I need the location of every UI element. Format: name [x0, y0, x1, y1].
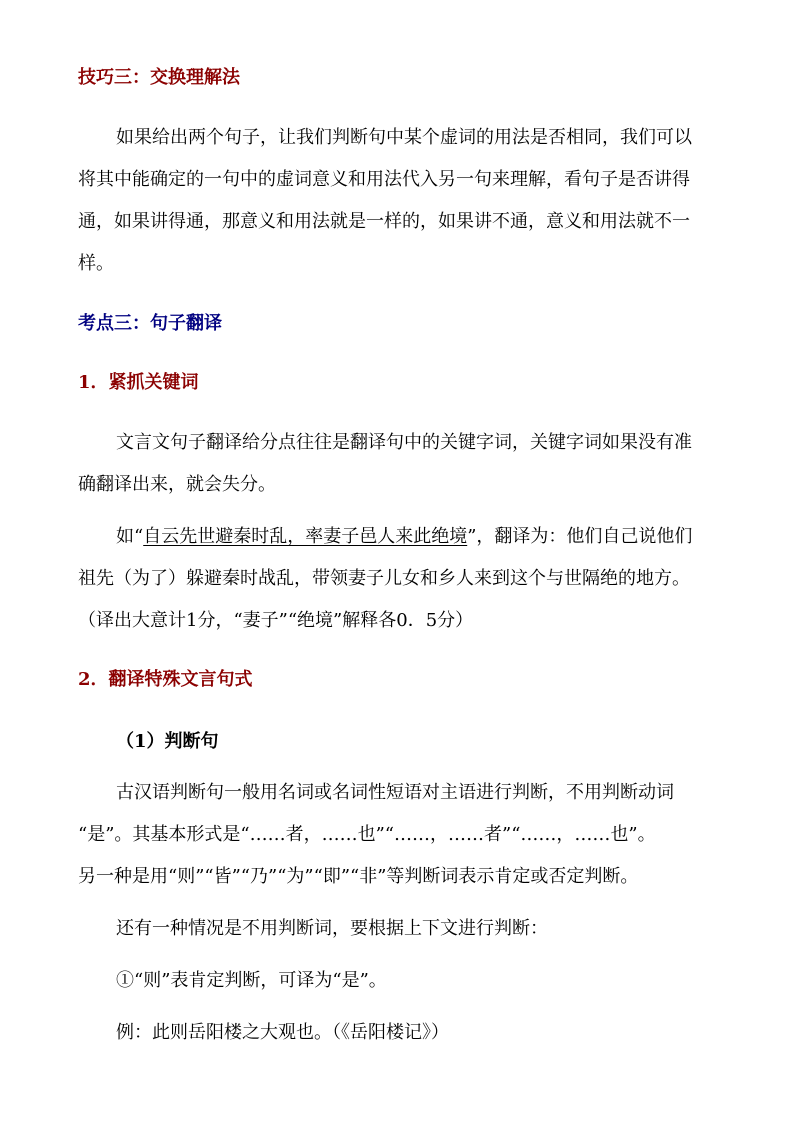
example-prefix: 如“ — [116, 526, 144, 547]
paragraph-line: “是”。其基本形式是“……者，……也”“……，……者”“……，……也”。 — [78, 824, 656, 845]
paragraph-line: 样。 — [78, 253, 114, 274]
subsection-heading-special-sentences: 2．翻译特殊文言句式 — [78, 669, 253, 690]
paragraph-line: 将其中能确定的一句中的虚词意义和用法代入另一句来理解，看句子是否讲得 — [78, 169, 690, 190]
example-quote-underlined: 自云先世避秦时乱，率妻子邑人来此绝境 — [143, 526, 468, 547]
paragraph-line: 古汉语判断句一般用名词或名词性短语对主语进行判断，不用判断动词 — [116, 782, 674, 803]
scoring-note-line: （译出大意计1分，“妻子”“绝境”解释各0．5分） — [78, 610, 474, 631]
note-line: 还有一种情况是不用判断词，要根据上下文进行判断： — [116, 918, 548, 939]
example-suffix: ”，翻译为：他们自己说他们 — [467, 526, 693, 547]
point-line: ①“则”表肯定判断，可译为“是”。 — [116, 970, 387, 991]
section-heading-technique-three: 技巧三：交换理解法 — [78, 67, 240, 88]
paragraph-line: 另一种是用“则”“皆”“乃”“为”“即”“非”等判断词表示肯定或否定判断。 — [78, 866, 639, 887]
item-heading-judgment-sentence: （1）判断句 — [116, 731, 219, 752]
paragraph-line: 通，如果讲得通，那意义和用法就是一样的，如果讲不通，意义和用法就不一 — [78, 211, 690, 232]
example-line — [116, 525, 766, 549]
section-heading-exam-point-three: 考点三：句子翻译 — [78, 313, 222, 334]
paragraph-line: 文言文句子翻译给分点往往是翻译句中的关键字词，关键字词如果没有准 — [116, 432, 692, 453]
paragraph-line: 如果给出两个句子，让我们判断句中某个虚词的用法是否相同，我们可以 — [116, 127, 692, 148]
paragraph-line: 确翻译出来，就会失分。 — [78, 474, 276, 495]
subsection-heading-key-words: 1．紧抓关键词 — [78, 372, 199, 393]
example-translation-line: 祖先（为了）躲避秦时战乱，带领妻子儿女和乡人来到这个与世隔绝的地方。 — [78, 568, 690, 589]
example-line: 例：此则岳阳楼之大观也。（《岳阳楼记》） — [116, 1022, 449, 1043]
